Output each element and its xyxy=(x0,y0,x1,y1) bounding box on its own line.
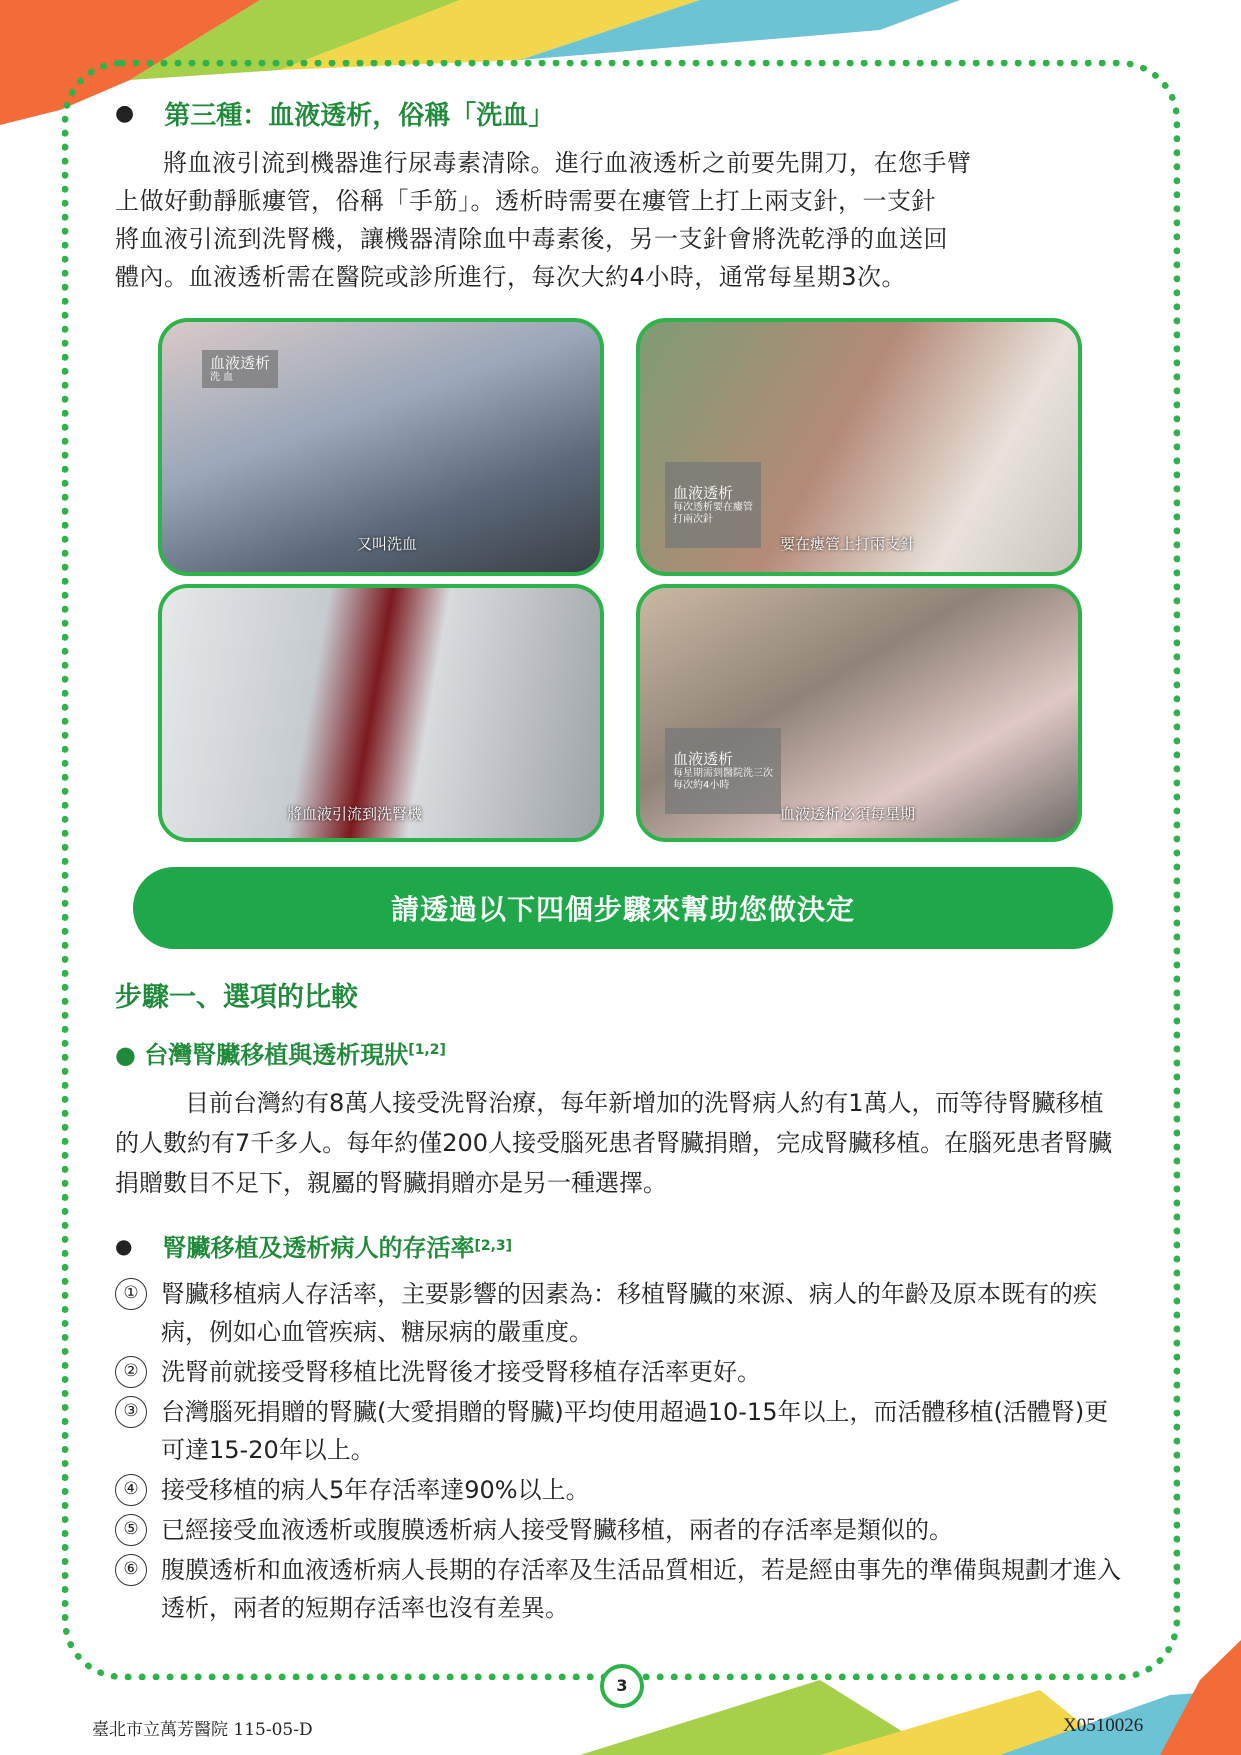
hemodialysis-title-text: 第三種：血液透析，俗稱「洗血」 xyxy=(164,101,555,131)
footer-document-id: X0510026 xyxy=(1063,1715,1144,1736)
circled-number: ⑥ xyxy=(115,1554,147,1586)
list-item: ② 洗腎前就接受腎移植比洗腎後才接受腎移植存活率更好。 xyxy=(115,1353,1125,1391)
photo-caption: 將血液引流到洗腎機 xyxy=(287,805,423,823)
para-line: 體內。血液透析需在醫院或診所進行，每次大約4小時，通常每星期3次。 xyxy=(115,263,907,291)
para-line: 將血液引流到洗腎機，讓機器清除血中毒素後，另一支針會將洗乾淨的血送回 xyxy=(115,225,948,253)
taiwan-status-heading: ● 台灣腎臟移植與透析現狀[1,2] xyxy=(115,1041,446,1069)
footer-hospital-code: 臺北市立萬芳醫院 115-05-D xyxy=(92,1720,313,1740)
photo-caption: 血液透析必須每星期 xyxy=(780,805,916,823)
photo-grid xyxy=(158,318,1088,846)
photo-label: 血液透析 洗 血 xyxy=(202,350,278,388)
list-item: ⑥ 腹膜透析和血液透析病人長期的存活率及生活品質相近，若是經由事先的準備與規劃才進入透析，兩者的短期存活率也沒有差異。 xyxy=(115,1551,1125,1627)
step1-title: 步驟一、選項的比較 xyxy=(115,982,358,1013)
bullet-icon: ● xyxy=(115,1041,145,1069)
photo-needle-insertion xyxy=(636,318,1082,576)
list-item: ⑤ 已經接受血液透析或腹膜透析病人接受腎臟移植，兩者的存活率是類似的。 xyxy=(115,1511,1125,1549)
photo-label: 血液透析 每星期需到醫院洗三次 每次約4小時 xyxy=(665,728,781,814)
circled-number: ② xyxy=(115,1356,147,1388)
circled-number: ⑤ xyxy=(115,1514,147,1546)
taiwan-status-paragraph: 目前台灣約有8萬人接受洗腎治療，每年新增加的洗腎病人約有1萬人，而等待腎臟移植的人數約有7千多人。每年約僅200人接受腦死患者腎臟捐贈，完成腎臟移植。在腦死患者腎臟捐贈數目不足下，親屬的腎臟捐贈亦是另一種選擇。 xyxy=(115,1089,1113,1197)
circled-number: ④ xyxy=(115,1474,147,1506)
survival-rate-heading: ● 腎臟移植及透析病人的存活率 [2,3] xyxy=(115,1233,513,1262)
photo-dialysis-ward xyxy=(158,318,604,576)
decision-steps-banner: 請透過以下四個步驟來幫助您做決定 xyxy=(133,867,1113,949)
photo-caption: 要在瘻管上打兩支針 xyxy=(780,535,916,553)
bullet-icon: ● xyxy=(115,101,135,126)
photo-label: 血液透析 每次透析要在瘻管 打兩次針 xyxy=(665,462,761,548)
photo-dialysis-machine xyxy=(158,584,604,842)
para-line: 將血液引流到機器進行尿毒素清除。進行血液透析之前要先開刀，在您手臂 xyxy=(163,149,972,177)
page-number: 3 xyxy=(600,1664,644,1708)
photo-caption: 又叫洗血 xyxy=(357,535,418,553)
hemodialysis-paragraph xyxy=(115,144,1125,296)
list-item: ④ 接受移植的病人5年存活率達90%以上。 xyxy=(115,1471,1125,1509)
para-line: 上做好動靜脈瘻管，俗稱「手筋」。透析時需要在瘻管上打上兩支針，一支針 xyxy=(115,187,936,215)
survival-rate-list xyxy=(115,1275,1125,1629)
hemodialysis-title xyxy=(115,95,1125,132)
circled-number: ③ xyxy=(115,1396,147,1428)
list-item: ③ 台灣腦死捐贈的腎臟(大愛捐贈的腎臟)平均使用超過10-15年以上，而活體移植(活體腎)更可達15-20年以上。 xyxy=(115,1393,1125,1469)
bullet-icon: ● xyxy=(115,1233,133,1258)
photo-patients-ward xyxy=(636,584,1082,842)
list-item: ① 腎臟移植病人存活率，主要影響的因素為：移植腎臟的來源、病人的年齡及原本既有的疾病，例如心血管疾病、糖尿病的嚴重度。 xyxy=(115,1275,1125,1351)
section-hemodialysis xyxy=(115,95,1125,296)
circled-number: ① xyxy=(115,1278,147,1310)
